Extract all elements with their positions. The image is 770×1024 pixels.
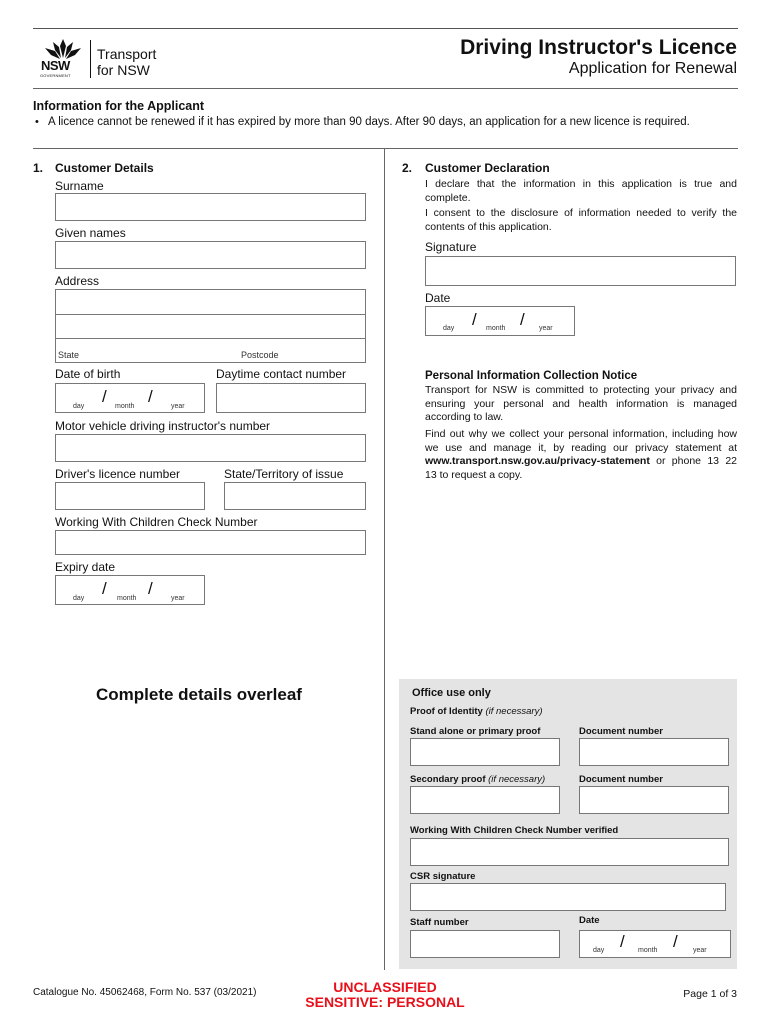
year-label: year (693, 947, 707, 954)
date-separator: / (472, 310, 477, 329)
waratah-icon (41, 38, 85, 60)
logo-gov-text: GOVERNMENT (40, 73, 71, 78)
document-number-label-2: Document number (579, 774, 663, 785)
signature-field[interactable] (425, 256, 736, 286)
licence-number-label: Driver's licence number (55, 467, 180, 481)
section1-number: 1. (33, 161, 44, 175)
month-label: month (486, 325, 506, 332)
privacy-paragraph-1: Transport for NSW is committed to protecting your privacy and ensuring your personal and health information is managed according to law. (425, 384, 737, 423)
date-separator: / (520, 310, 525, 329)
date-separator: / (102, 387, 107, 406)
address-field[interactable] (55, 289, 366, 363)
day-label: day (73, 595, 85, 602)
given-names-label: Given names (55, 226, 126, 240)
privacy-text-a: Find out why we collect your personal information, including how we use and manage it, by reading our privacy statement at (425, 428, 737, 454)
nsw-logo (38, 38, 188, 80)
page-number: Page 1 of 3 (683, 988, 737, 1000)
month-label: month (638, 947, 658, 954)
surname-field[interactable] (55, 193, 366, 221)
consent-text: I consent to the disclosure of information needed to verify the contents of this application. (425, 207, 737, 233)
catalogue-number: Catalogue No. 45062468, Form No. 537 (03/2021) (33, 987, 257, 998)
signature-label: Signature (425, 240, 477, 254)
licence-number-field[interactable] (55, 482, 205, 510)
document-number-label-1: Document number (579, 726, 663, 737)
expiry-label: Expiry date (55, 560, 116, 574)
section1-title: Customer Details (55, 161, 154, 175)
declaration-date-label: Date (425, 291, 451, 305)
month-label: month (115, 403, 135, 410)
month-label: month (117, 595, 137, 602)
complete-overleaf-note: Complete details overleaf (96, 685, 302, 704)
dob-label: Date of birth (55, 367, 121, 381)
state-territory-field[interactable] (224, 482, 366, 510)
office-date-field[interactable] (579, 930, 731, 958)
date-separator: / (673, 932, 678, 951)
date-separator: / (148, 579, 153, 598)
info-text: A licence cannot be renewed if it has expired by more than 90 days. After 90 days, an application for a new licence is required. (48, 116, 690, 128)
info-bullet: • (35, 116, 39, 128)
logo-line-1: Transport (97, 46, 157, 62)
office-use-title: Office use only (412, 687, 491, 699)
proof-of-identity-text: Proof of Identity (410, 706, 483, 717)
secondary-proof-label (410, 774, 545, 785)
document-number-field-2[interactable] (579, 786, 729, 814)
proof-of-identity-label (410, 706, 542, 717)
address-label: Address (55, 274, 100, 288)
page-subtitle: Application for Renewal (568, 60, 737, 77)
postcode-label: Postcode (241, 350, 279, 360)
declaration-text: I declare that the information in this application is true and complete. (425, 178, 737, 204)
expiry-field[interactable] (55, 575, 205, 605)
wwcc-field[interactable] (55, 530, 366, 555)
staff-number-label: Staff number (410, 917, 469, 928)
section2-number: 2. (402, 161, 413, 175)
staff-number-field[interactable] (410, 930, 560, 958)
surname-label: Surname (55, 179, 104, 193)
declaration-date-field[interactable] (425, 306, 575, 336)
wwcc-verified-label: Working With Children Check Number verified (410, 825, 619, 836)
logo-line-2: for NSW (97, 62, 150, 78)
page-title: Driving Instructor's Licence (460, 36, 737, 59)
secondary-proof-text: Secondary proof (410, 774, 486, 785)
office-use-panel (399, 679, 737, 969)
csr-signature-label: CSR signature (410, 871, 476, 882)
daytime-contact-field[interactable] (216, 383, 366, 413)
privacy-title: Personal Information Collection Notice (425, 370, 638, 382)
classification-line-2: SENSITIVE: PERSONAL (305, 994, 465, 1010)
state-territory-label: State/Territory of issue (224, 467, 344, 481)
info-heading: Information for the Applicant (33, 99, 205, 113)
info-rule (33, 148, 738, 149)
wwcc-verified-field[interactable] (410, 838, 729, 866)
secondary-proof-field[interactable] (410, 786, 560, 814)
daytime-contact-label: Daytime contact number (216, 367, 347, 381)
privacy-paragraph-2 (425, 428, 737, 482)
wwcc-label: Working With Children Check Number (55, 515, 258, 529)
classification-line-1: UNCLASSIFIED (333, 979, 437, 995)
top-rule (33, 28, 738, 29)
csr-signature-field[interactable] (410, 883, 726, 911)
office-date-label: Date (579, 915, 600, 926)
year-label: year (171, 595, 185, 602)
privacy-text-b: or phone 13 22 13 to request a copy. (425, 455, 737, 481)
header-rule (33, 88, 738, 89)
logo-nsw-text: NSW (41, 58, 70, 73)
day-label: day (73, 403, 85, 410)
stand-alone-proof-field[interactable] (410, 738, 560, 766)
year-label: year (539, 325, 553, 332)
date-separator: / (620, 932, 625, 951)
section2-title: Customer Declaration (425, 161, 550, 175)
address-line-divider-1 (56, 314, 365, 315)
dob-field[interactable] (55, 383, 205, 413)
document-number-field-1[interactable] (579, 738, 729, 766)
date-separator: / (148, 387, 153, 406)
stand-alone-proof-label: Stand alone or primary proof (410, 726, 541, 737)
address-line-divider-2 (56, 338, 365, 339)
instructor-number-field[interactable] (55, 434, 366, 462)
column-divider (384, 148, 385, 970)
year-label: year (171, 403, 185, 410)
state-label: State (58, 350, 80, 360)
if-necessary-note: (if necessary) (485, 706, 543, 717)
privacy-url-link[interactable]: www.transport.nsw.gov.au/privacy-statement (425, 455, 650, 467)
day-label: day (443, 325, 455, 332)
day-label: day (593, 947, 605, 954)
if-necessary-note: (if necessary) (488, 774, 546, 785)
logo-divider (90, 40, 91, 78)
instructor-number-label: Motor vehicle driving instructor's number (55, 419, 271, 433)
given-names-field[interactable] (55, 241, 366, 269)
date-separator: / (102, 579, 107, 598)
